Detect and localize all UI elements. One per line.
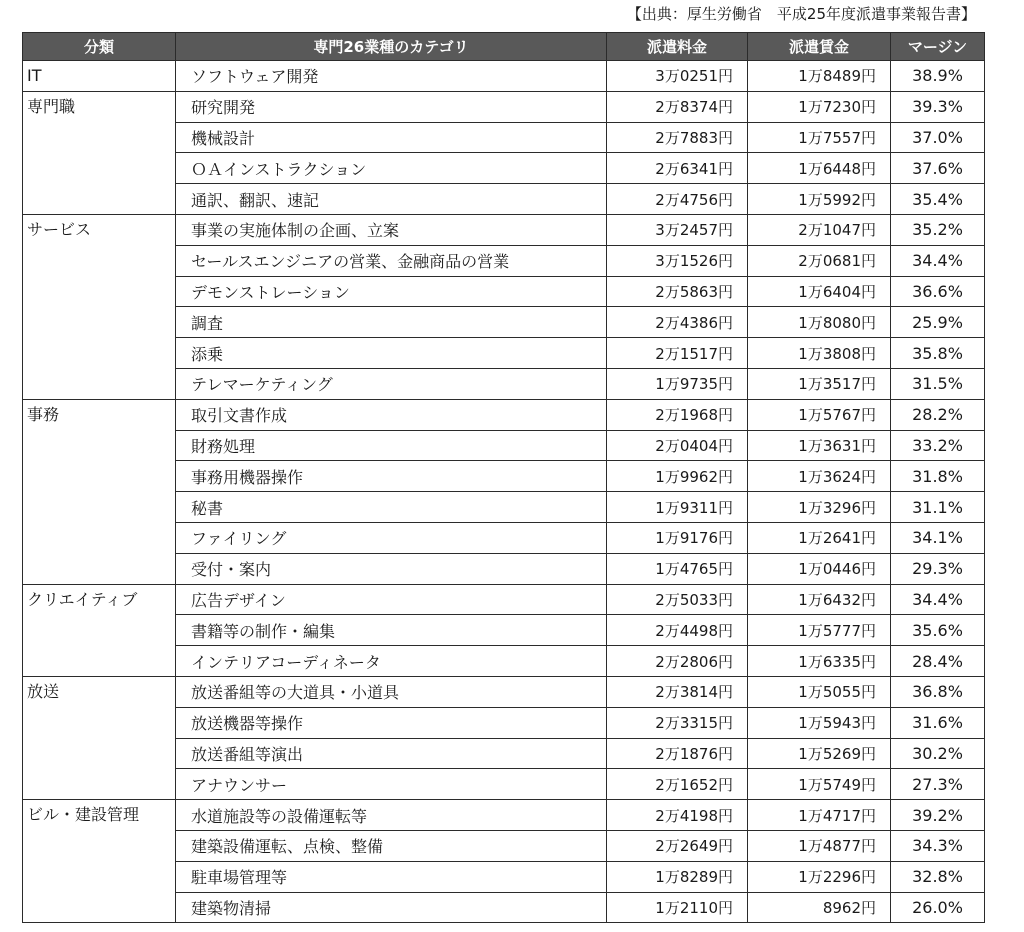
category-cell: 広告デザイン xyxy=(176,584,607,615)
group-cell: 事務 xyxy=(23,399,176,584)
category-cell: 秘書 xyxy=(176,492,607,523)
fee-cell: 1万2110円 xyxy=(607,892,748,923)
fee-cell: 2万5863円 xyxy=(607,276,748,307)
margin-cell: 31.8% xyxy=(891,461,985,492)
wage-cell: 1万5269円 xyxy=(748,738,891,769)
fee-cell: 1万9962円 xyxy=(607,461,748,492)
fee-cell: 2万8374円 xyxy=(607,91,748,122)
margin-cell: 32.8% xyxy=(891,861,985,892)
margin-cell: 36.6% xyxy=(891,276,985,307)
wage-cell: 1万3624円 xyxy=(748,461,891,492)
fee-cell: 2万2806円 xyxy=(607,646,748,677)
group-cell: クリエイティブ xyxy=(23,584,176,676)
fee-cell: 2万1876円 xyxy=(607,738,748,769)
category-cell: 受付・案内 xyxy=(176,553,607,584)
fee-cell: 3万0251円 xyxy=(607,61,748,92)
margin-cell: 27.3% xyxy=(891,769,985,800)
group-cell: 専門職 xyxy=(23,91,176,214)
margin-cell: 39.2% xyxy=(891,800,985,831)
wage-cell: 2万1047円 xyxy=(748,214,891,245)
dispatch-fee-table xyxy=(22,32,985,923)
margin-cell: 38.9% xyxy=(891,61,985,92)
group-cell: 放送 xyxy=(23,676,176,799)
category-cell: セールスエンジニアの営業、金融商品の営業 xyxy=(176,245,607,276)
wage-cell: 1万5943円 xyxy=(748,707,891,738)
wage-cell: 1万3631円 xyxy=(748,430,891,461)
fee-cell: 2万1517円 xyxy=(607,338,748,369)
category-cell: ＯＡインストラクション xyxy=(176,153,607,184)
margin-cell: 36.8% xyxy=(891,676,985,707)
fee-cell: 2万7883円 xyxy=(607,122,748,153)
margin-cell: 35.2% xyxy=(891,214,985,245)
category-cell: 放送番組等演出 xyxy=(176,738,607,769)
source-note: 【出典：厚生労働省 平成25年度派遣事業報告書】 xyxy=(626,5,976,23)
fee-cell: 1万9735円 xyxy=(607,368,748,399)
table-row xyxy=(23,91,985,122)
fee-cell: 1万4765円 xyxy=(607,553,748,584)
wage-cell: 1万0446円 xyxy=(748,553,891,584)
margin-cell: 35.6% xyxy=(891,615,985,646)
fee-cell: 2万4498円 xyxy=(607,615,748,646)
fee-cell: 2万1968円 xyxy=(607,399,748,430)
fee-cell: 2万6341円 xyxy=(607,153,748,184)
wage-cell: 1万8080円 xyxy=(748,307,891,338)
margin-cell: 34.3% xyxy=(891,830,985,861)
table-row xyxy=(23,61,985,92)
wage-cell: 1万3808円 xyxy=(748,338,891,369)
margin-cell: 26.0% xyxy=(891,892,985,923)
header-category: 専門26業種のカテゴリ xyxy=(176,33,607,61)
wage-cell: 1万4877円 xyxy=(748,830,891,861)
table-row xyxy=(23,584,985,615)
margin-cell: 31.5% xyxy=(891,368,985,399)
category-cell: 放送機器等操作 xyxy=(176,707,607,738)
wage-cell: 1万5767円 xyxy=(748,399,891,430)
table-row xyxy=(23,800,985,831)
fee-cell: 3万1526円 xyxy=(607,245,748,276)
wage-cell: 1万5992円 xyxy=(748,184,891,215)
table-row xyxy=(23,399,985,430)
fee-cell: 2万4386円 xyxy=(607,307,748,338)
fee-cell: 2万3814円 xyxy=(607,676,748,707)
fee-cell: 2万4198円 xyxy=(607,800,748,831)
category-cell: ソフトウェア開発 xyxy=(176,61,607,92)
wage-cell: 1万5749円 xyxy=(748,769,891,800)
category-cell: 駐車場管理等 xyxy=(176,861,607,892)
header-margin: マージン xyxy=(891,33,985,61)
wage-cell: 1万3296円 xyxy=(748,492,891,523)
margin-cell: 34.4% xyxy=(891,584,985,615)
margin-cell: 34.1% xyxy=(891,522,985,553)
wage-cell: 1万6432円 xyxy=(748,584,891,615)
category-cell: 財務処理 xyxy=(176,430,607,461)
fee-cell: 2万4756円 xyxy=(607,184,748,215)
wage-cell: 1万6335円 xyxy=(748,646,891,677)
fee-cell: 2万2649円 xyxy=(607,830,748,861)
margin-cell: 30.2% xyxy=(891,738,985,769)
category-cell: 通訳、翻訳、速記 xyxy=(176,184,607,215)
category-cell: 機械設計 xyxy=(176,122,607,153)
header-fee: 派遣料金 xyxy=(607,33,748,61)
fee-cell: 1万9311円 xyxy=(607,492,748,523)
table-row xyxy=(23,676,985,707)
margin-cell: 31.6% xyxy=(891,707,985,738)
fee-cell: 2万3315円 xyxy=(607,707,748,738)
wage-cell: 1万6448円 xyxy=(748,153,891,184)
category-cell: 書籍等の制作・編集 xyxy=(176,615,607,646)
category-cell: デモンストレーション xyxy=(176,276,607,307)
header-group: 分類 xyxy=(23,33,176,61)
category-cell: 事業の実施体制の企画、立案 xyxy=(176,214,607,245)
fee-cell: 2万1652円 xyxy=(607,769,748,800)
fee-cell: 2万5033円 xyxy=(607,584,748,615)
margin-cell: 33.2% xyxy=(891,430,985,461)
margin-cell: 25.9% xyxy=(891,307,985,338)
wage-cell: 1万8489円 xyxy=(748,61,891,92)
wage-cell: 8962円 xyxy=(748,892,891,923)
category-cell: インテリアコーディネータ xyxy=(176,646,607,677)
wage-cell: 1万3517円 xyxy=(748,368,891,399)
group-cell: サービス xyxy=(23,214,176,399)
margin-cell: 28.2% xyxy=(891,399,985,430)
margin-cell: 35.8% xyxy=(891,338,985,369)
fee-cell: 1万8289円 xyxy=(607,861,748,892)
category-cell: 研究開発 xyxy=(176,91,607,122)
category-cell: テレマーケティング xyxy=(176,368,607,399)
category-cell: 水道施設等の設備運転等 xyxy=(176,800,607,831)
fee-cell: 1万9176円 xyxy=(607,522,748,553)
fee-cell: 2万0404円 xyxy=(607,430,748,461)
margin-cell: 37.6% xyxy=(891,153,985,184)
category-cell: 取引文書作成 xyxy=(176,399,607,430)
fee-cell: 3万2457円 xyxy=(607,214,748,245)
category-cell: アナウンサー xyxy=(176,769,607,800)
category-cell: 建築物清掃 xyxy=(176,892,607,923)
wage-cell: 1万2641円 xyxy=(748,522,891,553)
header-wage: 派遣賃金 xyxy=(748,33,891,61)
category-cell: 事務用機器操作 xyxy=(176,461,607,492)
margin-cell: 31.1% xyxy=(891,492,985,523)
wage-cell: 1万7557円 xyxy=(748,122,891,153)
wage-cell: 1万2296円 xyxy=(748,861,891,892)
category-cell: 調査 xyxy=(176,307,607,338)
margin-cell: 29.3% xyxy=(891,553,985,584)
table-row xyxy=(23,214,985,245)
margin-cell: 34.4% xyxy=(891,245,985,276)
category-cell: ファイリング xyxy=(176,522,607,553)
group-cell: IT xyxy=(23,61,176,92)
category-cell: 建築設備運転、点検、整備 xyxy=(176,830,607,861)
wage-cell: 1万7230円 xyxy=(748,91,891,122)
table-body xyxy=(23,61,985,923)
category-cell: 放送番組等の大道具・小道具 xyxy=(176,676,607,707)
group-cell: ビル・建設管理 xyxy=(23,800,176,923)
wage-cell: 1万4717円 xyxy=(748,800,891,831)
wage-cell: 1万5055円 xyxy=(748,676,891,707)
wage-cell: 2万0681円 xyxy=(748,245,891,276)
table-header xyxy=(23,33,985,61)
margin-cell: 35.4% xyxy=(891,184,985,215)
wage-cell: 1万6404円 xyxy=(748,276,891,307)
margin-cell: 28.4% xyxy=(891,646,985,677)
margin-cell: 37.0% xyxy=(891,122,985,153)
wage-cell: 1万5777円 xyxy=(748,615,891,646)
margin-cell: 39.3% xyxy=(891,91,985,122)
header-row xyxy=(23,33,985,61)
category-cell: 添乗 xyxy=(176,338,607,369)
